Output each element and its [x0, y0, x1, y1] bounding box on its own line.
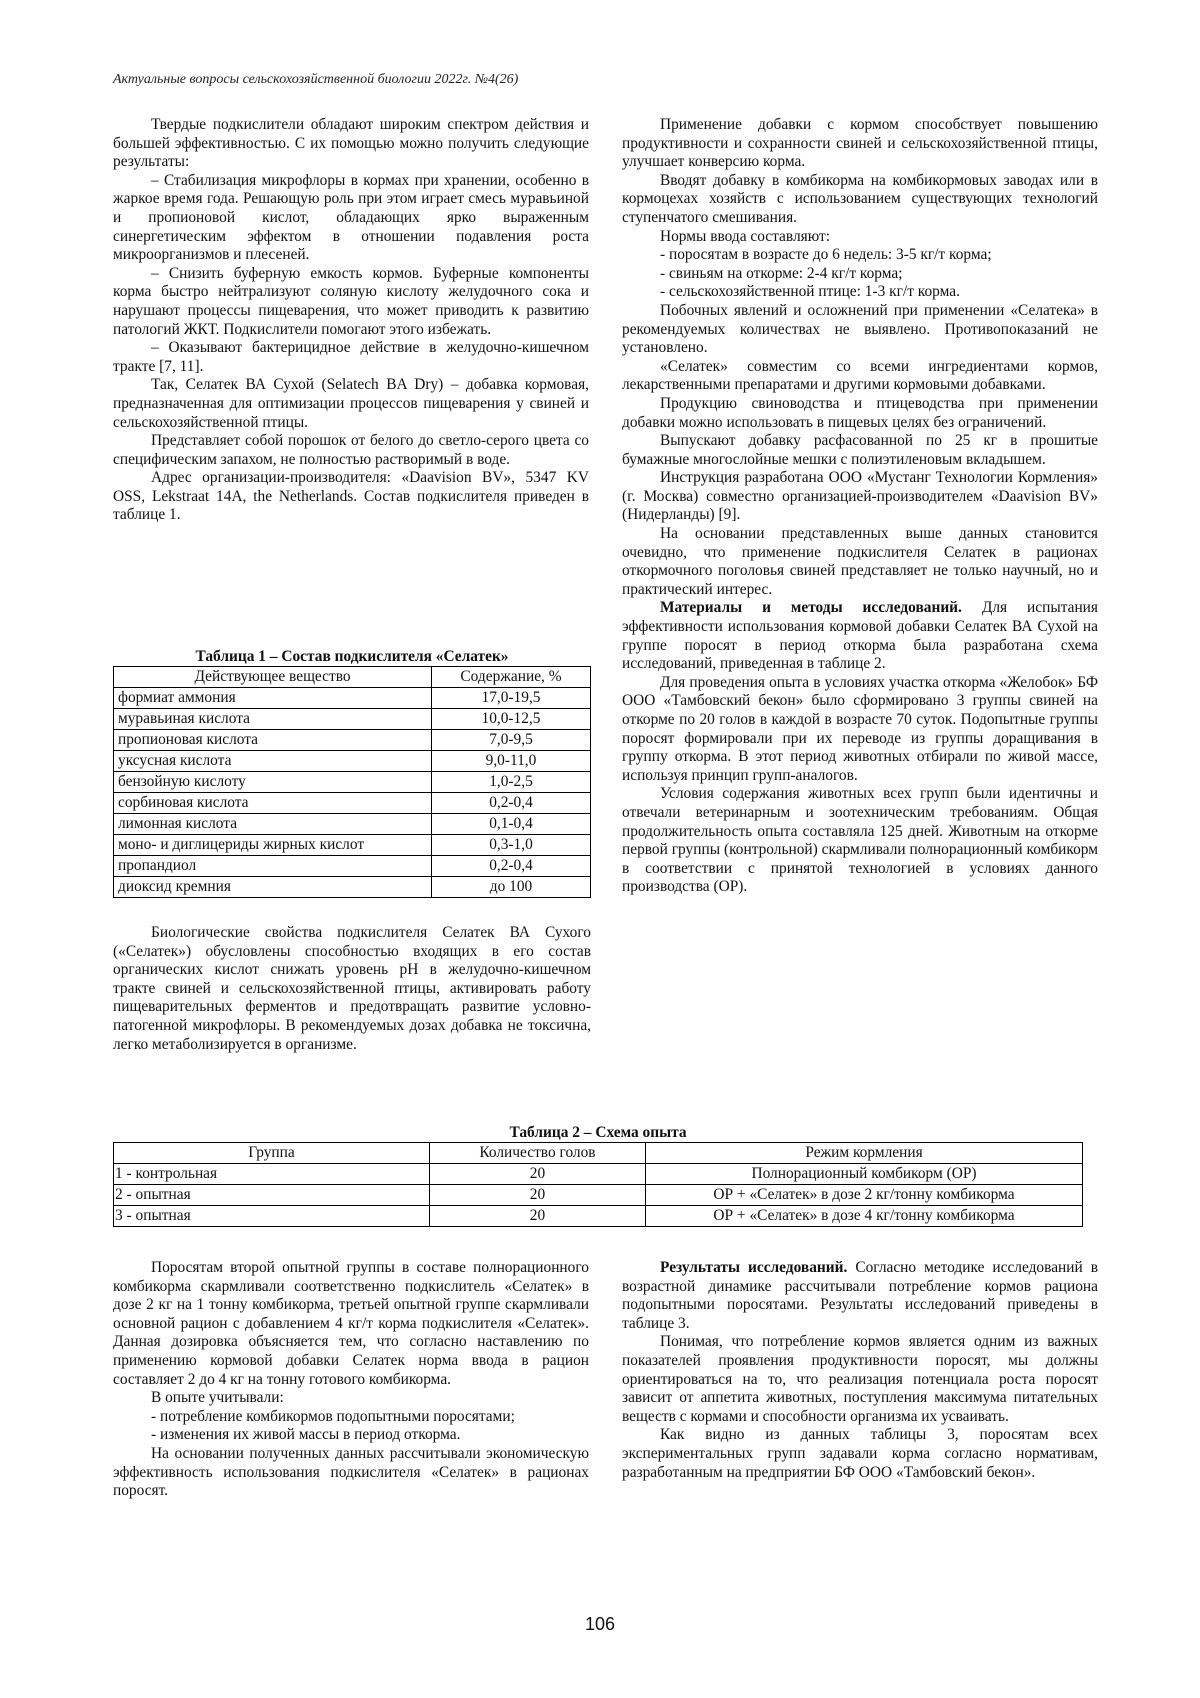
paragraph: Выпускают добавку расфасованной по 25 кг в прошитые бумажные многослойные мешки с полиэтиленовым вкладышем. — [622, 432, 1098, 468]
table-header-cell: Режим кормления — [646, 1143, 1083, 1164]
paragraph: Продукцию свиноводства и птицеводства при применении добавки можно использовать в пищевых целях без ограничений. — [622, 394, 1098, 431]
paragraph: Адрес организации-производителя: «Daavision BV», 5347 KV OSS, Lekstraat 14A, the Netherlands. Состав подкислителя приведен в таблице 1. — [113, 469, 589, 524]
paragraph — [622, 599, 1098, 673]
paragraph: – Оказывают бактерицидное действие в желудочно-кишечном тракте [7, 11]. — [113, 339, 589, 375]
table-cell: моно- и диглицериды жирных кислот — [114, 835, 432, 856]
table-header-row — [114, 667, 591, 688]
paragraph: Применение добавки с кормом способствует повышению продуктивности и сохранности свиней и сельскохозяйственной птицы, улучшает конверсию корма. — [622, 116, 1098, 171]
table-cell: 0,1-0,4 — [432, 814, 591, 835]
list-item: - поросятам в возрасте до 6 недель: 3-5 кг/т корма; — [660, 246, 992, 264]
table-cell: 2 - опытная — [114, 1185, 430, 1206]
paragraph: Условия содержания животных всех групп были идентичны и отвечали ветеринарным и зоотехническим требованиям. Общая продолжительность опыта составляла 125 дней. Животным на откорме первой группы (контрольной) скармливали полнорационный комбикорм в соответствии с принятой технологией в условиях данного производства (ОР). — [622, 785, 1098, 896]
paragraph — [622, 1259, 1098, 1333]
journal-header: Актуальные вопросы сельскохозяйственной биологии 2022г. №4(26) — [113, 72, 519, 87]
paragraph: Твердые подкислители обладают широким спектром действия и большей эффективностью. С их помощью можно получить следующие результаты: — [113, 116, 589, 171]
table-header-cell: Группа — [114, 1143, 430, 1164]
paragraph-text: Для испытания эффективности использования кормовой добавки Селатек ВА Сухой на группе поросят в период откорма была разработана схема исследований, приведенная в таблице 2. — [622, 599, 1098, 673]
right-column-bottom — [622, 1259, 1098, 1482]
table-cell: формиат аммония — [114, 688, 432, 709]
paragraph: «Селатек» совместим со всеми ингредиентами кормов, лекарственными препаратами и другими кормовыми добавками. — [622, 357, 1098, 394]
table-header-cell: Действующее вещество — [114, 667, 432, 688]
table-header-row — [114, 1143, 1083, 1164]
table2 — [113, 1142, 1083, 1227]
table-row — [114, 688, 591, 709]
table-row — [114, 730, 591, 751]
paragraph: – Снизить буферную емкость кормов. Буферные компоненты корма быстро нейтрализуют соляную кислоту желудочного сока и нарушают процессы пищеварения, что может приводить к развитию патологий ЖКТ. Подкислители помогают этого избежать. — [113, 264, 589, 338]
paragraph: Для проведения опыта в условиях участка откорма «Желобок» БФ ООО «Тамбовский бекон» было сформировано 3 группы свиней на откорме по 20 голов в каждой в возрасте 70 суток. Подопытные группы поросят формировали при их переводе из группы доращивания в группу откорма. В этот период животных отбирали по живой массе, используя принцип групп-аналогов. — [622, 673, 1098, 784]
table-row — [114, 877, 591, 898]
table-cell: ОР + «Селатек» в дозе 4 кг/тонну комбикорма — [646, 1206, 1083, 1227]
table-row — [114, 793, 591, 814]
table-cell: пропандиол — [114, 856, 432, 877]
table-row — [114, 751, 591, 772]
table-cell: 17,0-19,5 — [432, 688, 591, 709]
table-row — [114, 856, 591, 877]
table-cell: лимонная кислота — [114, 814, 432, 835]
paragraph: – Стабилизация микрофлоры в кормах при хранении, особенно в жаркое время года. Решающую роль при этом играет смесь муравьиной и пропионовой кислот, обладающих ярко выраженным синергетическим эффектом в отношении подавления роста микроорганизмов и плесеней. — [113, 171, 589, 264]
table-cell: до 100 — [432, 877, 591, 898]
table-cell: Полнорационный комбикорм (ОР) — [646, 1164, 1083, 1185]
paragraph: На основании полученных данных рассчитывали экономическую эффективность использования подкислителя «Селатек» в рационах поросят. — [113, 1444, 589, 1500]
table-cell: 1 - контрольная — [114, 1164, 430, 1185]
paragraph: Поросятам второй опытной группы в составе полнорационного комбикорма скармливали соответственно подкислитель «Селатек» в дозе 2 кг на 1 тонну комбикорма, третьей опытной группе скармливали основной рацион с добавлением 4 кг/т корма подкислителя «Селатек». Данная дозировка объясняется тем, что согласно наставлению по применению кормовой добавки Селатек норма ввода в рацион составляет 2 до 4 кг на тонну готового комбикорма. — [113, 1259, 589, 1388]
table2-caption: Таблица 2 – Схема опыта — [509, 1124, 687, 1141]
list-item: - свиньям на откорме: 2-4 кг/т корма; — [660, 264, 903, 282]
paragraph: Как видно из данных таблицы 3, поросятам всех экспериментальных групп задавали корма согласно нормативам, разработанным на предприятии БФ ООО «Тамбовский бекон». — [622, 1426, 1098, 1481]
table-row — [114, 709, 591, 730]
paragraph: На основании представленных выше данных становится очевидно, что применение подкислителя Селатек в рационах откормочного поголовья свиней представляет не только научный, но и практический интерес. — [622, 525, 1098, 598]
table-cell: 0,2-0,4 — [432, 793, 591, 814]
left-column-top — [113, 116, 589, 525]
paragraph: Биологические свойства подкислителя Селатек ВА Сухого («Селатек») обусловлены способностью входящих в его состав органических кислот снижать уровень pH в желудочно-кишечном тракте свиней и сельскохозяйственной птицы, активировать работу пищеварительных ферментов и предотвращать развитие условно-патогенной микрофлоры. В рекомендуемых дозах добавка не токсична, легко метаболизируется в организме. — [113, 924, 591, 1053]
left-column-bottom — [113, 1259, 589, 1501]
table-cell: 0,2-0,4 — [432, 856, 591, 877]
paragraph: В опыте учитывали: — [151, 1389, 284, 1407]
paragraph: Так, Селатек ВА Сухой (Selatech BA Dry) – добавка кормовая, предназначенная для оптимизации процессов пищеварения у свиней и сельскохозяйственной птицы. — [113, 376, 589, 431]
table-cell: 10,0-12,5 — [432, 709, 591, 730]
table-row — [114, 814, 591, 835]
table-cell: 0,3-1,0 — [432, 835, 591, 856]
paragraph: Понимая, что потребление кормов является одним из важных показателей проявления продуктивности поросят, мы должны ориентироваться на то, что реализация потенциала роста поросят зависит от аппетита животных, поступления максимума питательных веществ с кормами и способности организма их усваивать. — [622, 1333, 1098, 1425]
table-cell: 20 — [430, 1206, 646, 1227]
paragraph: Вводят добавку в комбикорма на комбикормовых заводах или в кормоцехах хозяйств с использованием существующих технологий ступенчатого смешивания. — [622, 171, 1098, 226]
table1-caption: Таблица 1 – Состав подкислителя «Селатек» — [195, 648, 509, 665]
table-row — [114, 1164, 1083, 1185]
table-cell: 20 — [430, 1164, 646, 1185]
table-cell: диоксид кремния — [114, 877, 432, 898]
table-cell: 9,0-11,0 — [432, 751, 591, 772]
table-header-cell: Содержание, % — [432, 667, 591, 688]
table1-block — [113, 648, 591, 1054]
paragraph: Представляет собой порошок от белого до светло-серого цвета со специфическим запахом, не полностью растворимый в воде. — [113, 432, 589, 468]
list-item: - сельскохозяйственной птице: 1-3 кг/т корма. — [660, 283, 960, 301]
page-number: 106 — [584, 1614, 616, 1634]
list-item: - изменения их живой массы в период откорма. — [151, 1426, 461, 1444]
paragraph: Побочных явлений и осложнений при применении «Селатека» в рекомендуемых количествах не выявлено. Противопоказаний не установлено. — [622, 301, 1098, 357]
table-cell: уксусная кислота — [114, 751, 432, 772]
table-cell: 3 - опытная — [114, 1206, 430, 1227]
list-item: - потребление комбикормов подопытными поросятами; — [151, 1407, 515, 1425]
table-cell: муравьиная кислота — [114, 709, 432, 730]
paragraph: Инструкция разработана ООО «Мустанг Технологии Кормления» (г. Москва) совместно организацией-производителем «Daavision BV» (Нидерланды) [9]. — [622, 469, 1098, 524]
paragraph: Нормы ввода составляют: — [660, 227, 830, 245]
table-row — [114, 835, 591, 856]
table-cell: 1,0-2,5 — [432, 772, 591, 793]
table-cell: ОР + «Селатек» в дозе 2 кг/тонну комбикорма — [646, 1185, 1083, 1206]
left-column-after-table — [113, 924, 591, 1054]
table-cell: сорбиновая кислота — [114, 793, 432, 814]
table-header-cell: Количество голов — [430, 1143, 646, 1164]
table1 — [113, 666, 591, 898]
table-row — [114, 1185, 1083, 1206]
table-cell: 20 — [430, 1185, 646, 1206]
section-heading: Материалы и методы исследований. — [660, 599, 962, 617]
section-heading: Результаты исследований. — [660, 1259, 848, 1276]
paragraph-text: Согласно методике исследований в возрастной динамике рассчитывали потребление кормов рациона подопытными поросятами. Результаты исследований приведены в таблице 3. — [622, 1259, 1098, 1332]
right-column-top — [622, 116, 1098, 897]
table-cell: пропионовая кислота — [114, 730, 432, 751]
table2-block — [113, 1124, 1083, 1227]
table-row — [114, 1206, 1083, 1227]
table-cell: 7,0-9,5 — [432, 730, 591, 751]
table-row — [114, 772, 591, 793]
table-cell: бензойную кислоту — [114, 772, 432, 793]
